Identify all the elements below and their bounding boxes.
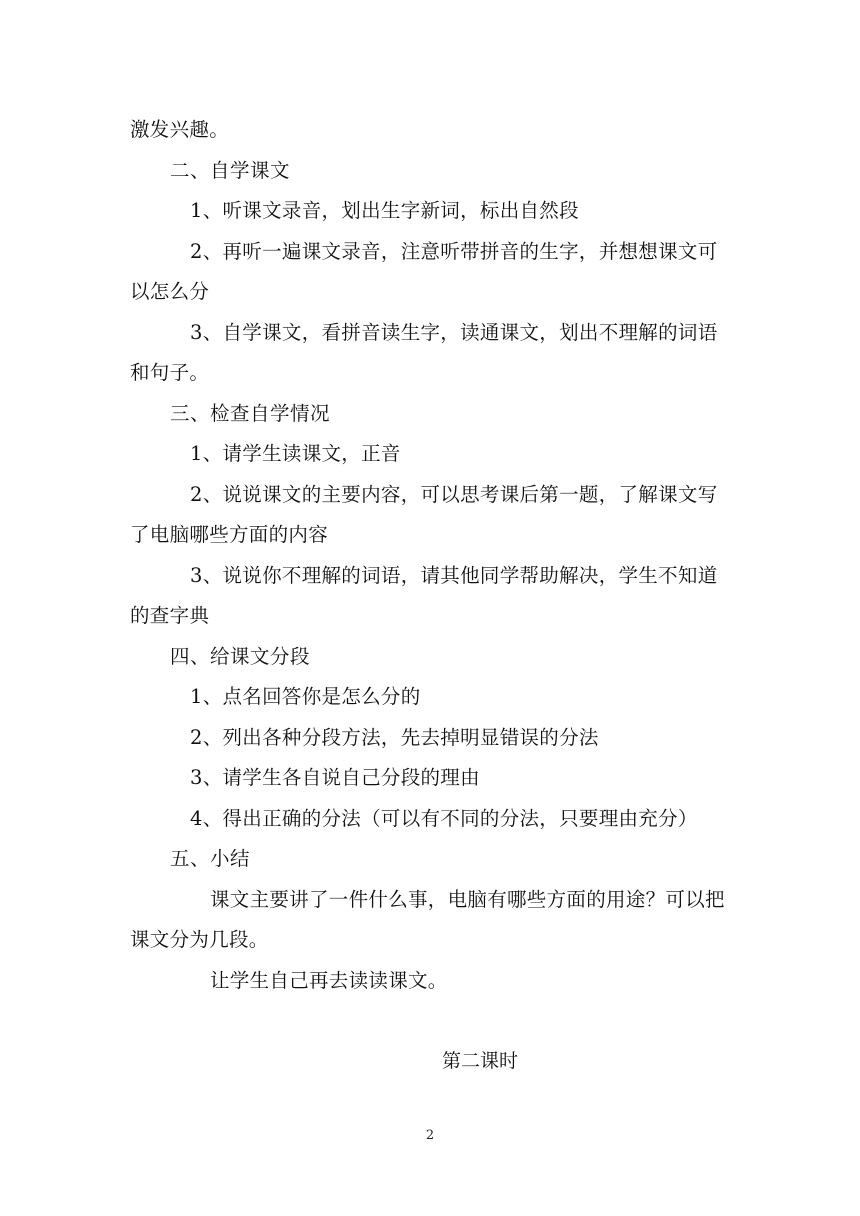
section-heading: 三、检查自学情况 — [170, 402, 331, 425]
text-line: 让学生自己再去读读课文。 — [210, 969, 448, 992]
text-line: 课文主要讲了一件什么事，电脑有哪些方面的用途？可以把 — [210, 888, 725, 911]
text-line: 1、请学生读课文，正音 — [190, 442, 401, 465]
text-line: 激发兴趣。 — [130, 118, 230, 141]
page-number: 2 — [425, 1128, 435, 1143]
text-line: 3、请学生各自说自己分段的理由 — [190, 766, 480, 789]
text-line: 2、说说课文的主要内容，可以思考课后第一题，了解课文写 — [190, 483, 718, 506]
text-line: 3、自学课文，看拼音读生字，读通课文，划出不理解的词语 — [190, 321, 718, 344]
text-line: 1、点名回答你是怎么分的 — [190, 685, 421, 708]
text-line: 2、列出各种分段方法，先去掉明显错误的分法 — [190, 726, 599, 749]
text-line: 的查字典 — [130, 604, 210, 627]
section-heading: 四、给课文分段 — [170, 645, 311, 668]
text-line: 2、再听一遍课文录音，注意听带拼音的生字，并想想课文可 — [190, 240, 718, 263]
text-line: 4、得出正确的分法（可以有不同的分法，只要理由充分） — [190, 807, 698, 830]
text-line: 以怎么分 — [130, 280, 210, 303]
section-heading: 五、小结 — [170, 847, 251, 870]
text-line: 3、说说你不理解的词语，请其他同学帮助解决，学生不知道 — [190, 564, 718, 587]
text-line: 了电脑哪些方面的内容 — [130, 523, 329, 546]
section-title: 第二课时 — [441, 1050, 518, 1072]
text-line: 1、听课文录音，划出生字新词，标出自然段 — [190, 199, 579, 222]
text-line: 和句子。 — [130, 361, 210, 384]
section-heading: 二、自学课文 — [170, 159, 291, 182]
text-line: 课文分为几段。 — [130, 928, 269, 951]
